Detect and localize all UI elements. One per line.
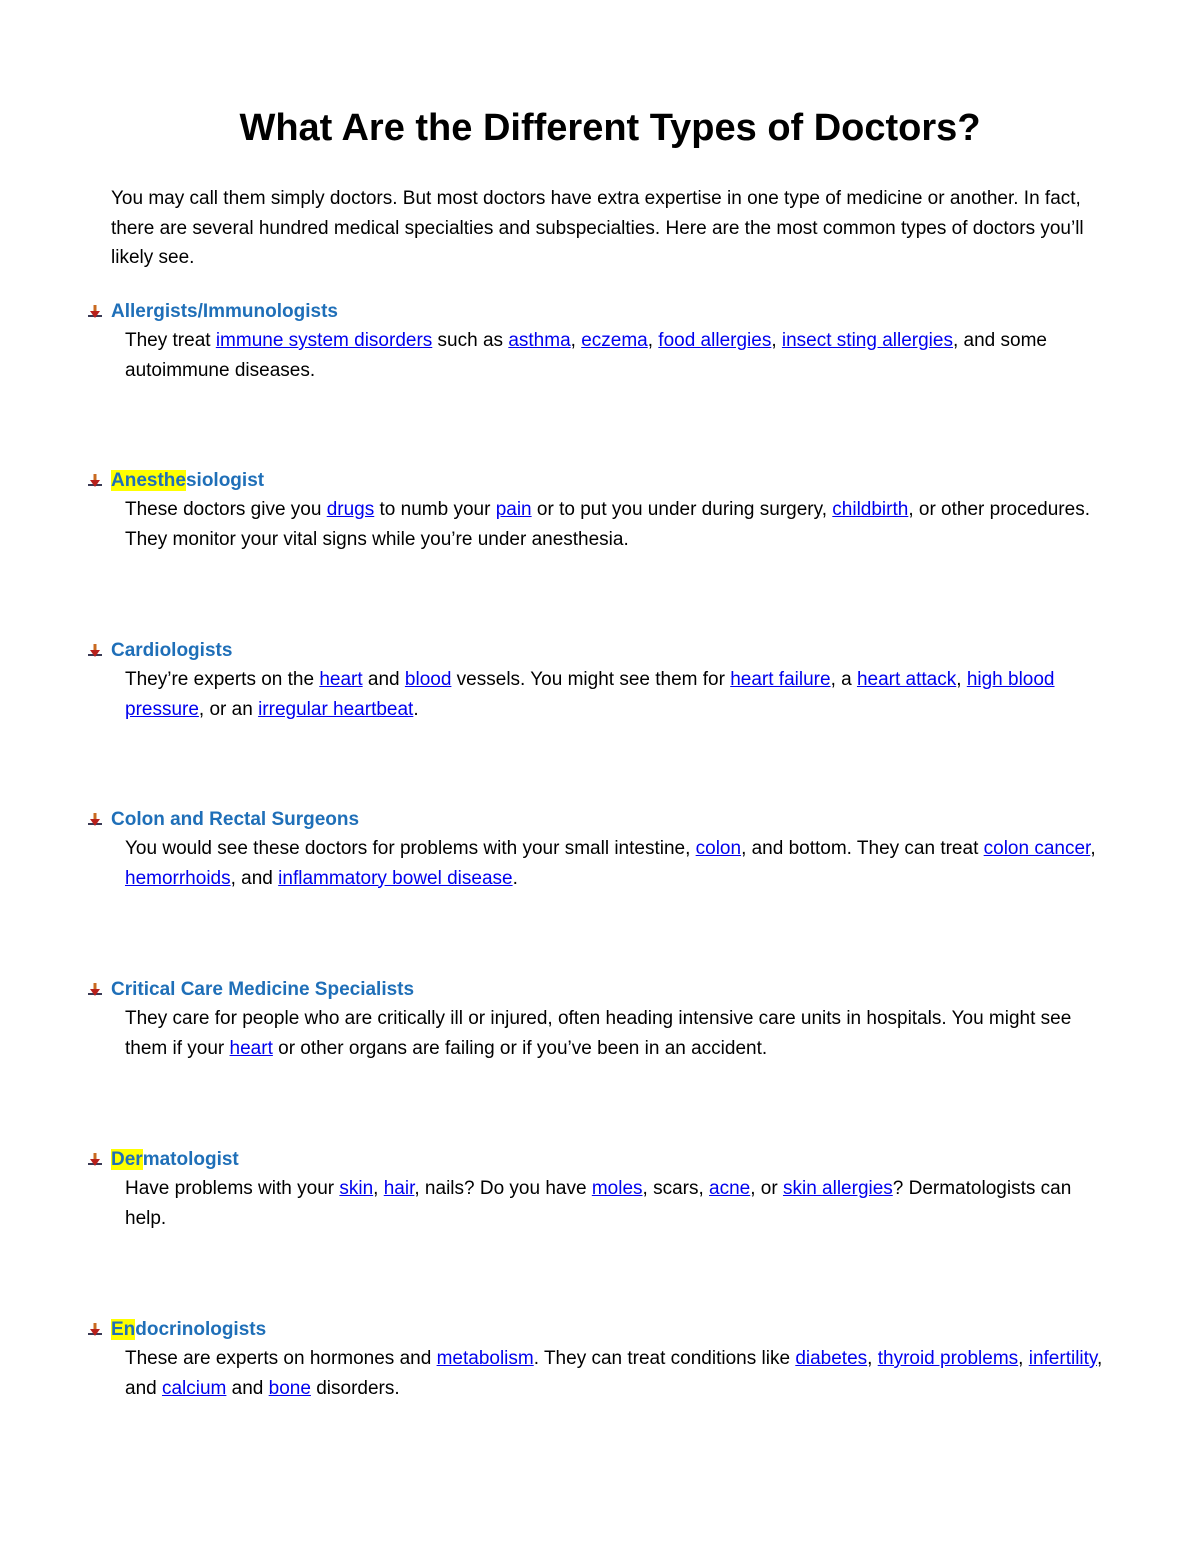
section-heading: [84, 1145, 1124, 1174]
inline-link[interactable]: heart attack: [856, 669, 957, 690]
doctor-section: [84, 1315, 1124, 1403]
inline-link[interactable]: colon cancer: [983, 838, 1091, 859]
body-text: They care for people who are critically ill or injured, often heading intensive care units in hospitals. You might see them if your: [125, 1008, 1072, 1059]
body-text: You would see these doctors for problems with your small intestine,: [125, 838, 696, 859]
inline-link[interactable]: eczema: [581, 330, 648, 351]
doctor-section: [84, 1145, 1124, 1233]
inline-link[interactable]: skin: [339, 1178, 374, 1199]
section-heading: [84, 297, 1124, 326]
inline-link[interactable]: moles: [591, 1178, 643, 1199]
body-text: Have problems with your: [125, 1178, 340, 1199]
heading-label: docrinologists: [135, 1319, 267, 1340]
section-heading: [84, 636, 1124, 665]
body-text: vessels. You might see them for: [451, 669, 731, 690]
inline-link[interactable]: asthma: [508, 330, 571, 351]
body-text: and: [362, 669, 405, 690]
inline-link[interactable]: bone: [268, 1377, 311, 1399]
inline-link[interactable]: pain: [495, 499, 532, 520]
inline-link[interactable]: drugs: [326, 499, 375, 520]
body-text: These are experts on hormones and: [125, 1348, 437, 1369]
inline-link[interactable]: skin allergies: [782, 1178, 893, 1199]
section-description: [84, 1174, 1115, 1233]
arrow-down-bullet-icon: [84, 643, 106, 661]
section-heading-text: [111, 1315, 266, 1344]
inline-link[interactable]: high blood pressure: [125, 669, 1055, 720]
inline-link[interactable]: hair: [383, 1178, 415, 1199]
intro-paragraph: You may call them simply doctors. But most doctors have extra expertise in one type of medicine or another. In fact, there are several hundred medical specialties and subspecialties. Here are the most common types of doctors you’ll likely see.: [111, 188, 1084, 268]
body-text: or other organs are failing or if you’ve been in an accident.: [272, 1037, 768, 1059]
arrow-down-bullet-icon: [84, 304, 106, 322]
body-text: They’re experts on the: [125, 669, 320, 690]
inline-link[interactable]: infertility: [1028, 1348, 1098, 1369]
inline-link[interactable]: diabetes: [795, 1348, 868, 1369]
body-text: . They can treat conditions like: [533, 1348, 796, 1369]
inline-link[interactable]: blood: [404, 669, 452, 690]
body-text: ,: [1090, 838, 1096, 859]
heading-label: Cardiologists: [111, 640, 233, 661]
body-text: ,: [956, 669, 967, 690]
section-description: [84, 495, 1115, 554]
inline-link[interactable]: inflammatory bowel disease: [278, 867, 513, 889]
body-text: , a: [830, 669, 857, 690]
body-text: such as: [432, 330, 509, 351]
inline-link[interactable]: immune system disorders: [215, 330, 433, 351]
inline-link[interactable]: insect sting allergies: [781, 330, 953, 351]
arrow-down-bullet-icon: [84, 982, 106, 1000]
body-text: , nails? Do you have: [414, 1178, 592, 1199]
body-text: disorders.: [310, 1377, 400, 1399]
highlighted-text: Anesthe: [111, 470, 186, 491]
body-text: , scars,: [642, 1178, 710, 1199]
body-text: ,: [373, 1178, 384, 1199]
section-description: [84, 1004, 1115, 1063]
doctor-section: [84, 975, 1124, 1063]
section-heading-text: [111, 297, 338, 326]
doctor-section: [84, 466, 1124, 554]
body-text: ,: [867, 1348, 878, 1369]
page-title: What Are the Different Types of Doctors?: [239, 107, 981, 149]
section-description: [84, 834, 1115, 893]
body-text: ,: [1018, 1348, 1029, 1369]
inline-link[interactable]: thyroid problems: [877, 1348, 1019, 1369]
section-heading: [84, 805, 1124, 834]
body-text: .: [512, 867, 518, 889]
inline-link[interactable]: heart failure: [730, 669, 831, 690]
body-text: or to put you under during surgery,: [531, 499, 833, 520]
section-description: [84, 1344, 1115, 1403]
section-heading-text: [111, 975, 414, 1004]
body-text: and: [226, 1377, 269, 1399]
highlighted-text: En: [111, 1319, 136, 1340]
arrow-down-bullet-icon: [84, 1322, 106, 1340]
body-text: .: [413, 698, 419, 720]
section-heading: [84, 975, 1124, 1004]
inline-link[interactable]: childbirth: [832, 499, 909, 520]
body-text: They treat: [125, 330, 216, 351]
body-text: , and some autoimmune diseases.: [125, 330, 1047, 381]
inline-link[interactable]: heart: [319, 669, 363, 690]
body-text: ,: [771, 330, 782, 351]
section-heading-text: [111, 636, 232, 665]
body-text: , and: [125, 1348, 1103, 1399]
inline-link[interactable]: hemorrhoids: [125, 867, 231, 889]
body-text: ,: [570, 330, 582, 351]
inline-link[interactable]: acne: [709, 1178, 751, 1199]
body-text: ? Dermatologists can help.: [125, 1178, 1072, 1229]
section-heading: [84, 466, 1124, 495]
inline-link[interactable]: heart: [229, 1037, 273, 1059]
arrow-down-bullet-icon: [84, 812, 106, 830]
inline-link[interactable]: irregular heartbeat: [258, 698, 414, 720]
section-description: [84, 326, 1115, 385]
arrow-down-bullet-icon: [84, 1152, 106, 1170]
inline-link[interactable]: calcium: [161, 1377, 227, 1399]
heading-label: Allergists/Immunologists: [111, 301, 338, 322]
inline-link[interactable]: food allergies: [658, 330, 772, 351]
inline-link[interactable]: metabolism: [436, 1348, 534, 1369]
section-heading-text: [111, 466, 264, 495]
doctor-section: [84, 297, 1124, 385]
section-description: [84, 665, 1115, 724]
body-text: , and: [230, 867, 279, 889]
highlighted-text: Der: [111, 1149, 143, 1170]
section-heading-text: [111, 1145, 239, 1174]
heading-label: Critical Care Medicine Specialists: [111, 979, 415, 1000]
doctor-section: [84, 636, 1124, 724]
body-text: , or: [750, 1178, 783, 1199]
arrow-down-bullet-icon: [84, 473, 106, 491]
section-heading: [84, 1315, 1124, 1344]
body-text: , or other procedures. They monitor your vital signs while you’re under anesthesia.: [125, 499, 1090, 550]
section-heading-text: [111, 805, 359, 834]
doctor-section: [84, 805, 1124, 893]
heading-label: siologist: [185, 470, 265, 491]
inline-link[interactable]: colon: [695, 838, 742, 859]
body-text: ,: [647, 330, 659, 351]
body-text: , or an: [198, 698, 259, 720]
heading-label: Colon and Rectal Surgeons: [111, 809, 360, 830]
body-text: These doctors give you: [125, 499, 327, 520]
body-text: , and bottom. They can treat: [741, 838, 984, 859]
heading-label: matologist: [142, 1149, 239, 1170]
body-text: to numb your: [374, 499, 496, 520]
